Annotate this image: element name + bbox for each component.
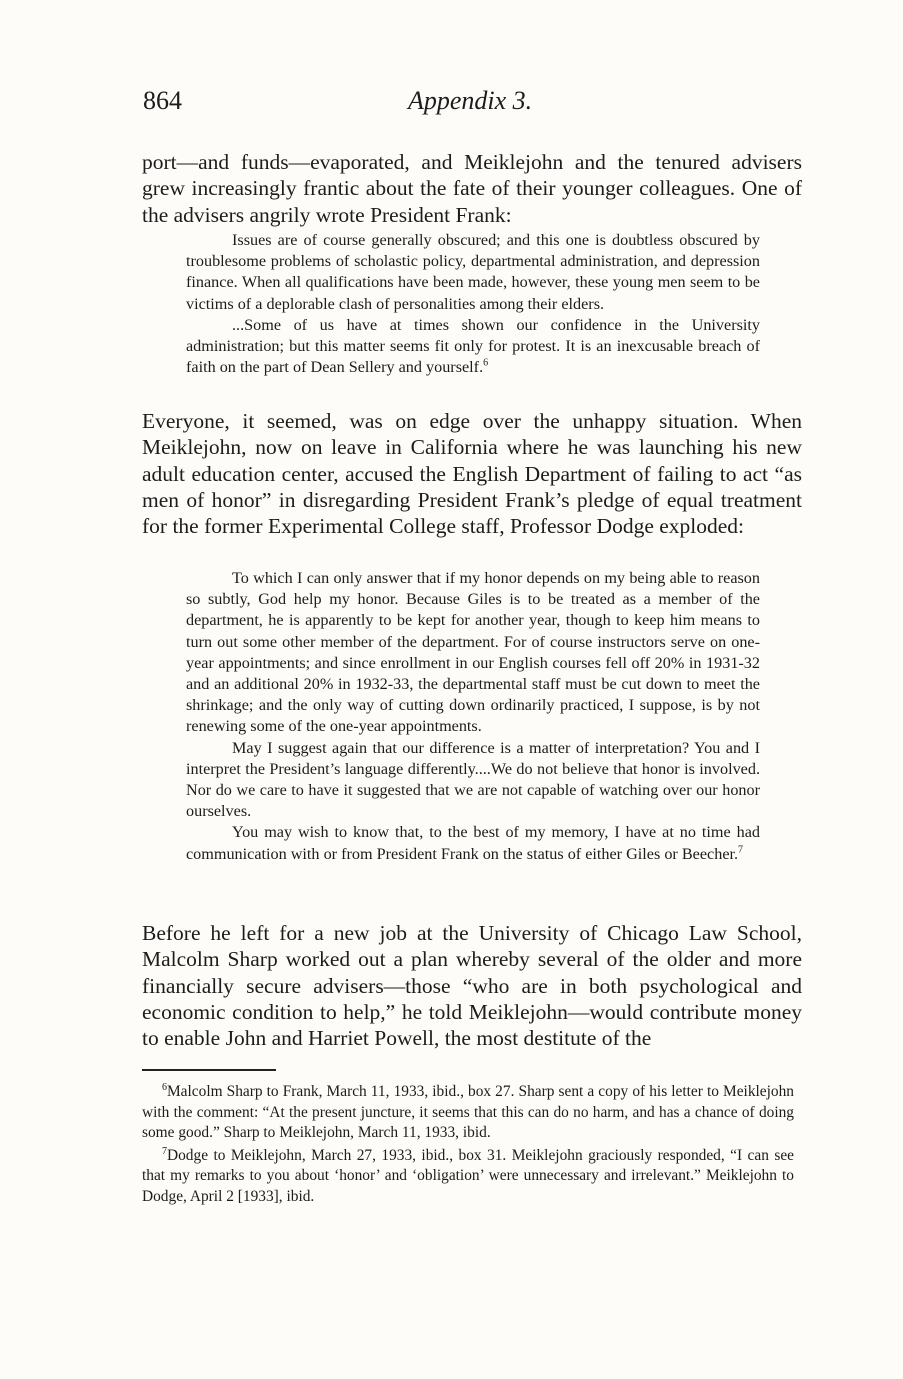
running-head: Appendix 3. [408, 86, 533, 115]
quote-paragraph [186, 315, 760, 379]
quote-paragraph-text: You may wish to know that, to the best of my memory, I have at no time had communication with or from President Frank on the status of either Giles or Beecher. [186, 823, 760, 863]
footnote-divider [142, 1069, 276, 1071]
quote-paragraph [186, 822, 760, 864]
footnote-7 [142, 1146, 794, 1208]
footnote-text: Malcolm Sharp to Frank, March 11, 1933, ibid., box 27. Sharp sent a copy of his letter to Meiklejohn with the comment: “At the present juncture, it seems that this can do no harm, and has a chance of doing some good.” Sharp to Meiklejohn, March 11, 1933, ibid. [142, 1083, 794, 1141]
body-paragraph-2: Everyone, it seemed, was on edge over the unhappy situation. When Meiklejohn, now on leave in California where he was launching his new adult education center, accused the English Department of failing to act “as men of honor” in disregarding President Frank’s pledge of equal treatment for the former Experimental College staff, Professor Dodge exploded: [142, 409, 802, 539]
footnote-mark: 7 [162, 1145, 167, 1157]
quote-paragraph: To which I can only answer that if my honor depends on my being able to reason so subtly, God help my honor. Because Giles is to be treated as a member of the department, he is apparently to be kept for another year, though to keep him means to turn out some other member of the department. For of course instructors serve on one-year appointments; and since enrollment in our English courses fell off 20% in 1931-32 and an additional 20% in 1932-33, the departmental staff must be cut down to meet the shrinkage; and the only way of cutting down ordinarily practiced, I suppose, is by not renewing some of the one-year appointments. [186, 569, 760, 736]
footnotes [142, 1082, 794, 1209]
footnote-ref-6: 6 [483, 357, 489, 369]
block-quote-frank-letter [186, 230, 760, 378]
body-paragraph-3: Before he left for a new job at the University of Chicago Law School, Malcolm Sharp worked out a plan whereby several of the older and more financially secure advisers—those “who are in both psychological and economic condition to help,” he told Meiklejohn—would contribute money to enable John and Harriet Powell, the most destitute of the [142, 921, 802, 1051]
quote-paragraph: May I suggest again that our difference is a matter of interpretation? You and I interpret the President’s language differently....We do not believe that honor is involved. Nor do we care to have it suggested that we are not capable of watching over our honor ourselves. [186, 738, 760, 821]
footnote-text: Dodge to Meiklejohn, March 27, 1933, ibid., box 31. Meiklejohn graciously responded, “I can see that my remarks to you about ‘honor’ and ‘obligation’ were unnecessary and irrelevant.” Meiklejohn to Dodge, April 2 [1933], ibid. [142, 1146, 794, 1205]
footnote-ref-7: 7 [738, 844, 744, 856]
footnote-6 [142, 1082, 794, 1144]
body-paragraph-1: port—and funds—evaporated, and Meiklejohn and the tenured advisers grew increasingly frantic about the fate of their younger colleagues. One of the advisers angrily wrote President Frank: [142, 150, 802, 227]
block-quote-dodge-letter [186, 568, 760, 865]
quote-paragraph-text: ...Some of us have at times shown our confidence in the University administration; but this matter seems fit only for protest. It is an inexcusable breach of faith on the part of Dean Sellery and yourself. [186, 315, 760, 377]
footnote-mark: 6 [162, 1081, 167, 1093]
quote-paragraph: Issues are of course generally obscured; and this one is doubtless obscured by troublesome problems of scholastic policy, departmental administration, and depression finance. When all qualifications have been made, however, these young men seem to be victims of a deplorable clash of personalities among their elders. [186, 231, 760, 313]
page-number: 864 [143, 86, 182, 115]
